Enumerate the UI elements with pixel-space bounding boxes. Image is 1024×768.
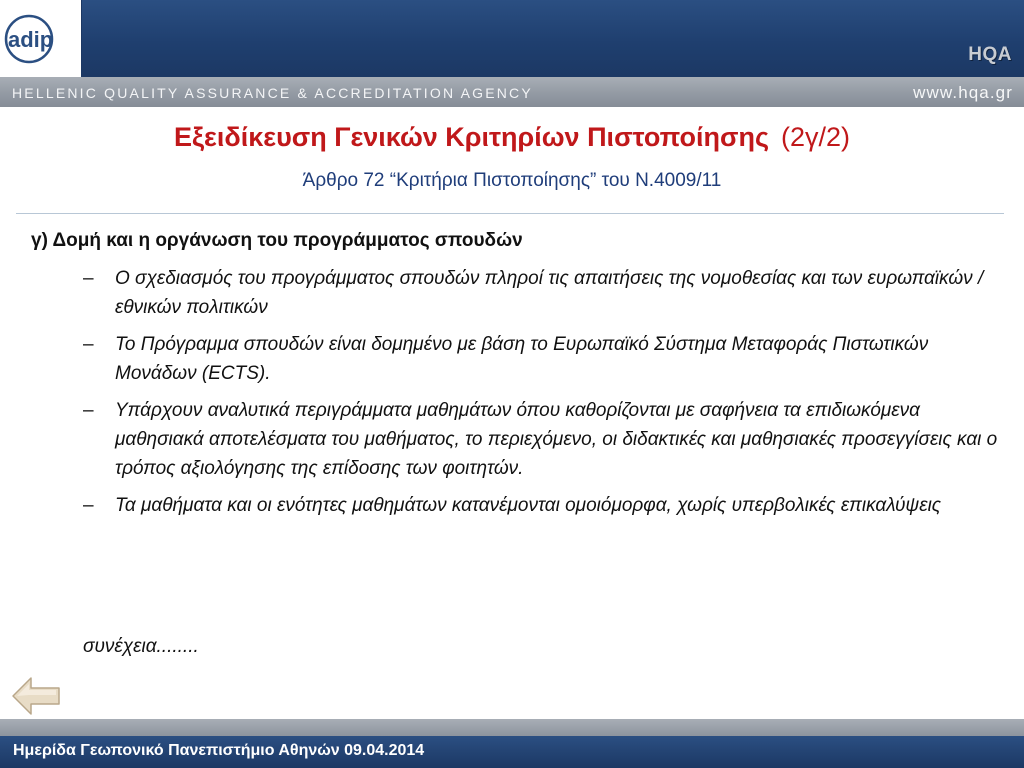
footer-bar (0, 736, 1024, 768)
logo (0, 0, 82, 77)
slide-title (0, 120, 1024, 154)
section-heading: γ) Δομή και η οργάνωση του προγράμματος σπουδών (31, 230, 523, 251)
slide-subtitle: Άρθρο 72 “Κριτήρια Πιστοποίησης” του Ν.4009/11 (302, 170, 722, 191)
bullet-dash: – (83, 400, 94, 421)
back-arrow-icon (11, 675, 61, 717)
bullet-text: Ο σχεδιασμός του προγράμματος σπουδών πληροί τις απαιτήσεις της νομοθεσίας και των ευρωπαϊκών / εθνικών πολιτικών (115, 268, 984, 318)
title-divider (16, 213, 1004, 214)
bullet-item (0, 264, 1024, 322)
bullet-item (0, 491, 1024, 520)
bullet-dash: – (83, 334, 94, 355)
bullet-text: Το Πρόγραμμα σπουδών είναι δομημένο με βάση το Ευρωπαϊκό Σύστημα Μεταφοράς Πιστωτικών Μονάδων (ECTS). (115, 334, 929, 384)
agency-name: HELLENIC QUALITY ASSURANCE & ACCREDITATION AGENCY (12, 85, 533, 101)
back-button[interactable] (11, 675, 61, 717)
agency-url[interactable]: www.hqa.gr (913, 83, 1013, 102)
bullet-item (0, 396, 1024, 483)
slide-title-main: Εξειδίκευση Γενικών Κριτηρίων Πιστοποίησης (173, 122, 769, 152)
logo-text: adip (8, 27, 54, 52)
footer-text: Ημερίδα Γεωπονικό Πανεπιστήμιο Αθηνών 09.04.2014 (13, 742, 425, 759)
hqa-brand-mark: HQA (968, 44, 1012, 65)
bullet-list (0, 264, 1024, 528)
agency-band (0, 77, 1024, 107)
bullet-text: Υπάρχουν αναλυτικά περιγράμματα μαθημάτων όπου καθορίζονται με σαφήνεια τα επιδιωκόμενα μαθησιακά αποτελέσματα του μαθήματος, το περιεχόμενο, οι διδακτικές και μαθησιακές προσεγγίσεις και ο τρόπος αξιολόγησης της επίδοσης των φοιτητών. (115, 400, 998, 479)
bullet-text: Τα μαθήματα και οι ενότητες μαθημάτων κατανέμονται ομοιόμορφα, χωρίς υπερβολικές επικαλύψεις (115, 495, 942, 516)
bullet-item (0, 330, 1024, 388)
slide-title-part: (2γ/2) (780, 122, 851, 152)
bullet-dash: – (83, 495, 94, 516)
footer-band (0, 719, 1024, 736)
adip-logo-icon (3, 13, 77, 65)
header-bar (0, 0, 1024, 77)
bullet-dash: – (83, 268, 94, 289)
continuation-text: συνέχεια........ (83, 636, 199, 657)
